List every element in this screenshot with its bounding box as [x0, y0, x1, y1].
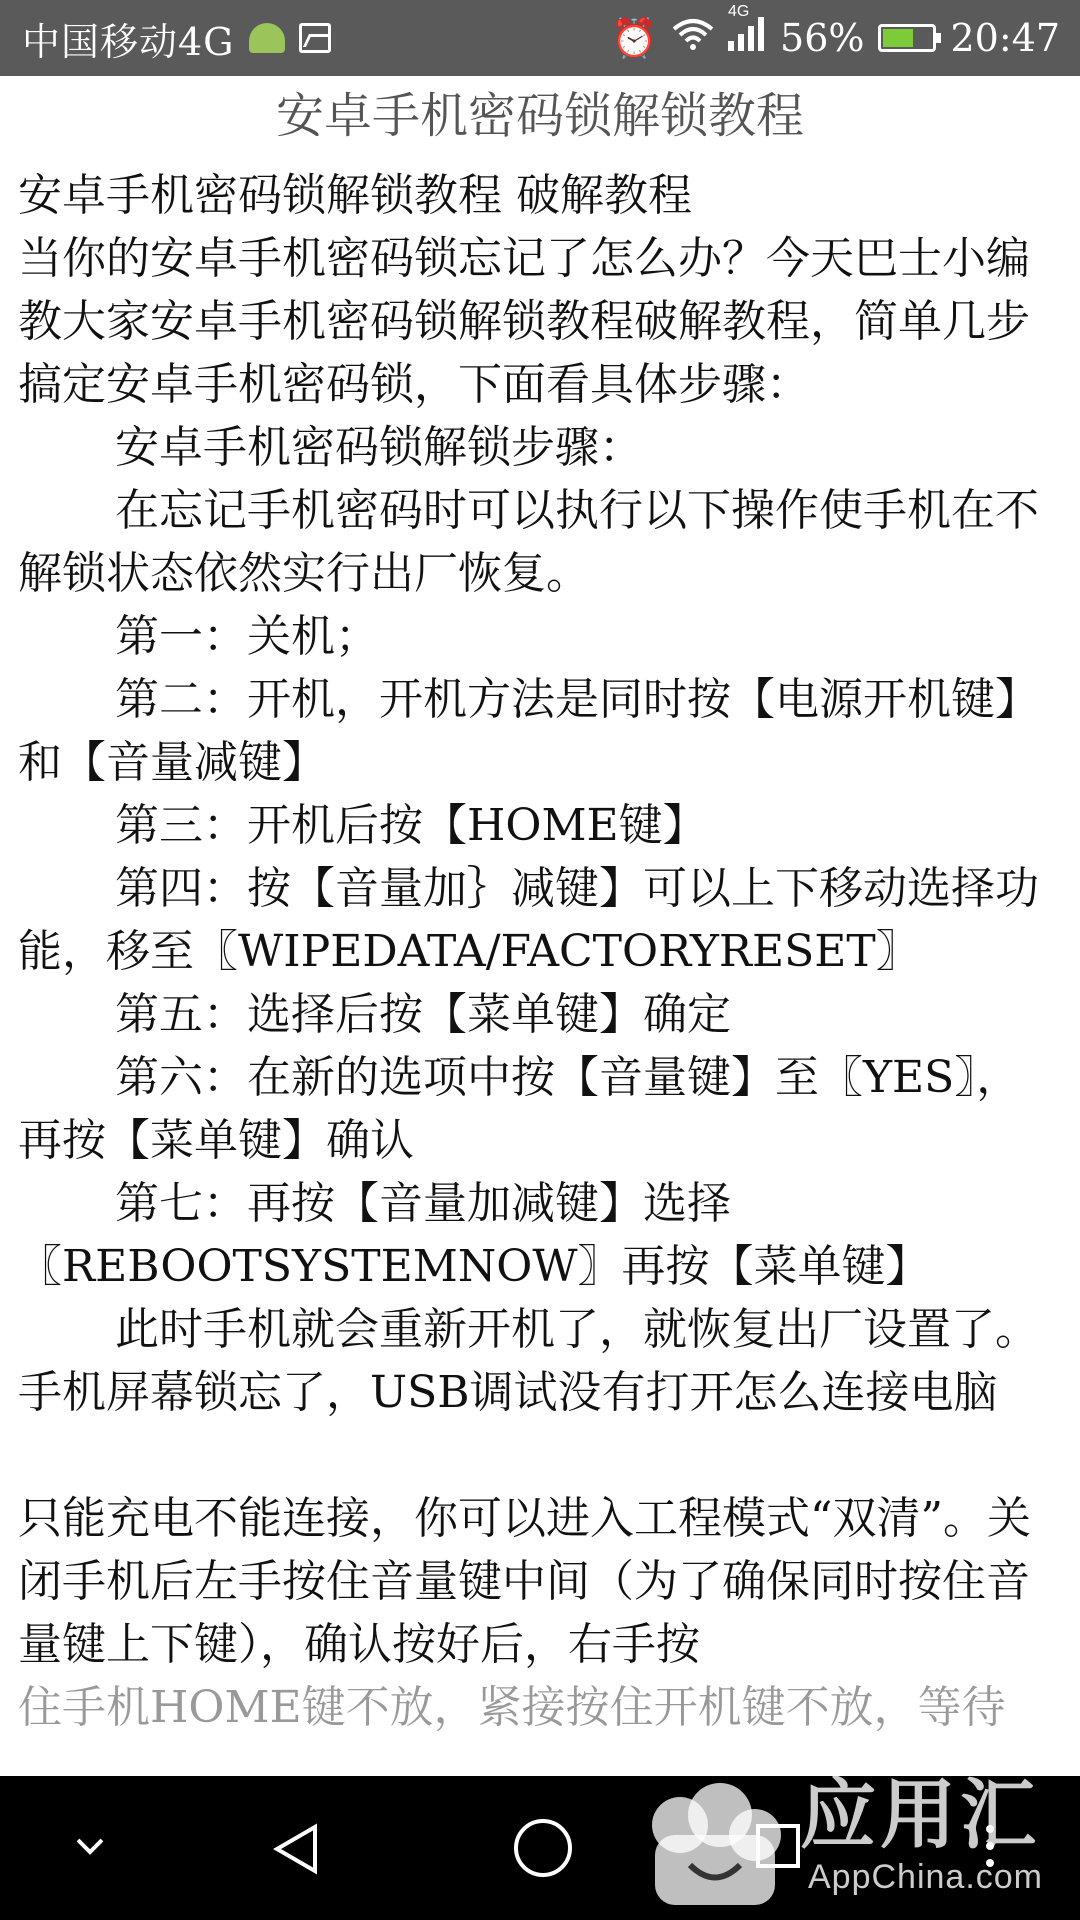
back-icon[interactable]: [262, 1814, 332, 1884]
status-left: [22, 11, 331, 66]
cell-signal-icon: [728, 2, 766, 60]
answer-text-cutoff: 住手机HOME键不放，紧接按住开机键不放，等待: [18, 1682, 1006, 1733]
step-item: 第四：按【音量加｝减键】可以上下移动选择功能，移至〖WIPEDATA/FACTORYRESET〗: [18, 863, 1039, 977]
steps-intro: 在忘记手机密码时可以执行以下操作使手机在不解锁状态依然实行出厂恢复。: [18, 485, 1039, 599]
step-item: 第七：再按【音量加减键】选择〖REBOOTSYSTEMNOW〗再按【菜单键】: [18, 1178, 930, 1292]
step-item: 第二：开机，开机方法是同时按【电源开机键】和【音量减键】: [18, 674, 1039, 788]
home-icon[interactable]: [505, 1810, 581, 1886]
gallery-icon: [299, 23, 331, 53]
appchina-watermark: [640, 1770, 1070, 1910]
status-right: [610, 2, 1060, 61]
question-text: 手机屏幕锁忘了，USB调试没有打开怎么连接电脑: [18, 1367, 998, 1418]
watermark-en-text: AppChina.com: [808, 1858, 1044, 1896]
answer-text: 只能充电不能连接，你可以进入工程模式“双清”。关闭手机后左手按住音量键中间（为了确保同时按住音量键上下键），确认按好后，右手按: [18, 1493, 1031, 1670]
chevron-down-icon[interactable]: [60, 1816, 120, 1876]
steps-heading: 安卓手机密码锁解锁步骤：: [115, 422, 643, 473]
status-bar: [0, 0, 1080, 76]
watermark-cn-text: 应用汇: [800, 1770, 1040, 1859]
wifi-icon: [672, 17, 714, 60]
clock: 20:47: [950, 16, 1060, 60]
article-body: [0, 164, 1080, 1739]
step-item: 第一：关机；: [115, 611, 379, 662]
page-title: 安卓手机密码锁解锁教程: [275, 88, 804, 144]
appchina-logo-icon: [640, 1780, 790, 1910]
article-view[interactable]: [0, 76, 1080, 1776]
battery-level-fill: [883, 29, 913, 47]
article-subtitle: 安卓手机密码锁解锁教程 破解教程: [18, 170, 692, 221]
battery-charging-icon: [878, 24, 936, 52]
step-item: 第三：开机后按【HOME键】: [115, 800, 707, 851]
article-intro: 当你的安卓手机密码锁忘记了怎么办？今天巴士小编教大家安卓手机密码锁解锁教程破解教程，简单几步搞定安卓手机密码锁，下面看具体步骤：: [18, 233, 1030, 410]
blank-line: [18, 1424, 1062, 1487]
battery-nub: [936, 33, 941, 43]
step-item: 第五：选择后按【菜单键】确定: [115, 989, 731, 1040]
conclusion-text: 此时手机就会重新开机了，就恢复出厂设置了。: [115, 1304, 1039, 1355]
alarm-icon: ⏰: [610, 15, 659, 60]
carrier-label: 中国移动4G: [22, 19, 235, 64]
step-item: 第六：在新的选项中按【音量键】至〖YES〗，再按【菜单键】确认: [18, 1052, 1021, 1166]
battery-percent: 56%: [780, 16, 865, 60]
signal-network-tag: 4G: [728, 2, 750, 20]
android-icon: [249, 23, 285, 53]
